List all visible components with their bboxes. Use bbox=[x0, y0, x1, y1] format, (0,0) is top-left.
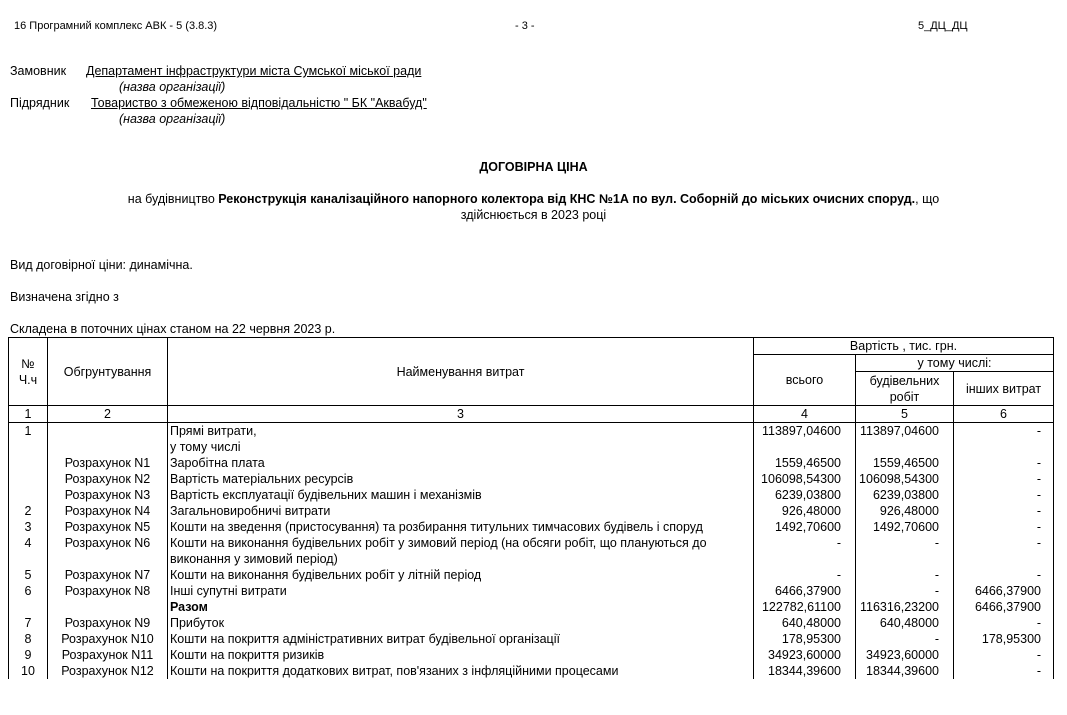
row-name: Прибуток bbox=[168, 615, 754, 631]
row-basis bbox=[48, 423, 168, 440]
table-row bbox=[9, 615, 1054, 631]
row-name: Кошти на виконання будівельних робіт у літній період bbox=[168, 567, 754, 583]
document-title: ДОГОВІРНА ЦІНА bbox=[479, 160, 588, 174]
row-no: 3 bbox=[9, 519, 48, 535]
row-total: 178,95300 bbox=[754, 631, 856, 647]
row-construction: 1492,70600 bbox=[856, 519, 954, 535]
row-total: 113897,04600 bbox=[754, 423, 856, 440]
row-other: - bbox=[954, 567, 1054, 583]
row-total bbox=[754, 439, 856, 455]
table-row bbox=[9, 439, 1054, 455]
subtitle-line2: здійснюється в 2023 році bbox=[460, 208, 607, 222]
row-construction: 18344,39600 bbox=[856, 663, 954, 679]
row-basis: Розрахунок N12 bbox=[48, 663, 168, 679]
customer-label: Замовник bbox=[10, 64, 67, 78]
table-row bbox=[9, 535, 1054, 567]
col-number: 2 bbox=[48, 406, 168, 423]
row-other: - bbox=[954, 615, 1054, 631]
row-construction: 640,48000 bbox=[856, 615, 954, 631]
row-no: 4 bbox=[9, 535, 48, 567]
table-row bbox=[9, 487, 1054, 503]
row-no: 2 bbox=[9, 503, 48, 519]
row-other: 6466,37900 bbox=[954, 599, 1054, 615]
row-basis: Розрахунок N8 bbox=[48, 583, 168, 599]
customer-name: Департамент інфраструктури міста Сумської міської ради bbox=[86, 64, 422, 78]
row-basis: Розрахунок N1 bbox=[48, 455, 168, 471]
row-construction: 1559,46500 bbox=[856, 455, 954, 471]
row-total: 6239,03800 bbox=[754, 487, 856, 503]
table-row bbox=[9, 567, 1054, 583]
row-construction: - bbox=[856, 583, 954, 599]
header-including: у тому числі: bbox=[856, 355, 1054, 372]
row-name: Заробітна плата bbox=[168, 455, 754, 471]
row-no bbox=[9, 455, 48, 471]
subtitle-object: Реконструкція каналізаційного напорного колектора від КНС №1А по вул. Соборній до міських очисних споруд. bbox=[218, 192, 916, 206]
row-basis: Розрахунок N9 bbox=[48, 615, 168, 631]
row-name: Кошти на зведення (пристосування) та розбирання титульних тимчасових будівель і споруд bbox=[168, 519, 754, 535]
row-other: - bbox=[954, 663, 1054, 679]
row-basis: Розрахунок N6 bbox=[48, 535, 168, 567]
row-no: 9 bbox=[9, 647, 48, 663]
row-name: Кошти на покриття ризиків bbox=[168, 647, 754, 663]
document-code: 5_ДЦ_ДЦ bbox=[918, 20, 968, 32]
row-other: 178,95300 bbox=[954, 631, 1054, 647]
header-basis: Обгрунтування bbox=[48, 338, 168, 406]
row-total: 1559,46500 bbox=[754, 455, 856, 471]
row-no bbox=[9, 487, 48, 503]
col-number: 4 bbox=[754, 406, 856, 423]
contractor-name: Товариство з обмеженою відповідальністю " БК "Аквабуд" bbox=[91, 96, 427, 110]
cost-table bbox=[8, 337, 1054, 679]
row-no bbox=[9, 471, 48, 487]
row-no: 5 bbox=[9, 567, 48, 583]
table-row bbox=[9, 455, 1054, 471]
row-name: Кошти на покриття додаткових витрат, пов'язаних з інфляційними процесами bbox=[168, 663, 754, 679]
header-total: всього bbox=[754, 355, 856, 406]
row-basis: Розрахунок N7 bbox=[48, 567, 168, 583]
row-no: 10 bbox=[9, 663, 48, 679]
row-basis: Розрахунок N4 bbox=[48, 503, 168, 519]
table-row bbox=[9, 423, 1054, 440]
header-no: № Ч.ч bbox=[9, 338, 48, 406]
row-total: 640,48000 bbox=[754, 615, 856, 631]
row-no: 1 bbox=[9, 423, 48, 440]
table-row bbox=[9, 599, 1054, 615]
table-row bbox=[9, 503, 1054, 519]
table-row bbox=[9, 583, 1054, 599]
row-total: 122782,61100 bbox=[754, 599, 856, 615]
row-name: Кошти на покриття адміністративних витрат будівельної організації bbox=[168, 631, 754, 647]
row-basis: Розрахунок N2 bbox=[48, 471, 168, 487]
table-row bbox=[9, 663, 1054, 679]
row-other: - bbox=[954, 487, 1054, 503]
row-construction: 116316,23200 bbox=[856, 599, 954, 615]
header-cost: Вартість , тис. грн. bbox=[754, 338, 1054, 355]
table-body bbox=[9, 423, 1054, 680]
row-construction: 106098,54300 bbox=[856, 471, 954, 487]
col-number: 1 bbox=[9, 406, 48, 423]
row-total: 6466,37900 bbox=[754, 583, 856, 599]
row-construction: - bbox=[856, 631, 954, 647]
table-row bbox=[9, 647, 1054, 663]
row-other: - bbox=[954, 455, 1054, 471]
header-construction: будівельних робіт bbox=[856, 372, 954, 406]
header-other: інших витрат bbox=[954, 372, 1054, 406]
row-total: 106098,54300 bbox=[754, 471, 856, 487]
subtitle-suffix: , що bbox=[915, 192, 940, 206]
row-name: Інші супутні витрати bbox=[168, 583, 754, 599]
row-no bbox=[9, 439, 48, 455]
customer-hint: (назва організації) bbox=[119, 80, 226, 94]
row-other bbox=[954, 439, 1054, 455]
row-other: - bbox=[954, 519, 1054, 535]
row-name: Кошти на виконання будівельних робіт у зимовий період (на обсяги робіт, що плануються до виконання у зимовий період) bbox=[168, 535, 754, 567]
row-basis bbox=[48, 599, 168, 615]
row-no bbox=[9, 599, 48, 615]
subtitle-prefix: на будівництво bbox=[127, 192, 215, 206]
row-total: 926,48000 bbox=[754, 503, 856, 519]
row-other: - bbox=[954, 535, 1054, 567]
row-name: Вартість матеріальних ресурсів bbox=[168, 471, 754, 487]
row-no: 7 bbox=[9, 615, 48, 631]
document-subtitle bbox=[0, 192, 1067, 206]
table-row bbox=[9, 519, 1054, 535]
row-construction: 34923,60000 bbox=[856, 647, 954, 663]
row-construction: - bbox=[856, 567, 954, 583]
row-other: - bbox=[954, 423, 1054, 440]
row-construction: 113897,04600 bbox=[856, 423, 954, 440]
price-type: Вид договірної ціни: динамічна. bbox=[10, 258, 193, 272]
table-row bbox=[9, 631, 1054, 647]
contractor-label: Підрядник bbox=[10, 96, 70, 110]
row-other: 6466,37900 bbox=[954, 583, 1054, 599]
compiled-date: Складена в поточних цінах станом на 22 червня 2023 р. bbox=[10, 322, 336, 336]
row-name: Разом bbox=[168, 599, 754, 615]
contractor-hint: (назва організації) bbox=[119, 112, 226, 126]
row-name: Вартість експлуатації будівельних машин і механізмів bbox=[168, 487, 754, 503]
row-basis: Розрахунок N5 bbox=[48, 519, 168, 535]
row-construction: - bbox=[856, 535, 954, 567]
row-name: у тому числі bbox=[168, 439, 754, 455]
col-number: 3 bbox=[168, 406, 754, 423]
row-basis: Розрахунок N10 bbox=[48, 631, 168, 647]
row-no: 8 bbox=[9, 631, 48, 647]
row-other: - bbox=[954, 503, 1054, 519]
page-number: - 3 - bbox=[515, 20, 535, 32]
row-no: 6 bbox=[9, 583, 48, 599]
row-name: Загальновиробничі витрати bbox=[168, 503, 754, 519]
row-construction bbox=[856, 439, 954, 455]
row-total: - bbox=[754, 535, 856, 567]
row-construction: 6239,03800 bbox=[856, 487, 954, 503]
row-basis: Розрахунок N3 bbox=[48, 487, 168, 503]
col-number: 6 bbox=[954, 406, 1054, 423]
page-header-left: 16 Програмний комплекс АВК - 5 (3.8.3) bbox=[14, 20, 218, 32]
row-other: - bbox=[954, 471, 1054, 487]
row-total: - bbox=[754, 567, 856, 583]
row-total: 34923,60000 bbox=[754, 647, 856, 663]
row-construction: 926,48000 bbox=[856, 503, 954, 519]
header-name: Найменування витрат bbox=[168, 338, 754, 406]
table-row bbox=[9, 471, 1054, 487]
row-basis: Розрахунок N11 bbox=[48, 647, 168, 663]
row-total: 18344,39600 bbox=[754, 663, 856, 679]
col-number: 5 bbox=[856, 406, 954, 423]
row-total: 1492,70600 bbox=[754, 519, 856, 535]
row-other: - bbox=[954, 647, 1054, 663]
determined-by: Визначена згідно з bbox=[10, 290, 119, 304]
row-name: Прямі витрати, bbox=[168, 423, 754, 440]
row-basis bbox=[48, 439, 168, 455]
